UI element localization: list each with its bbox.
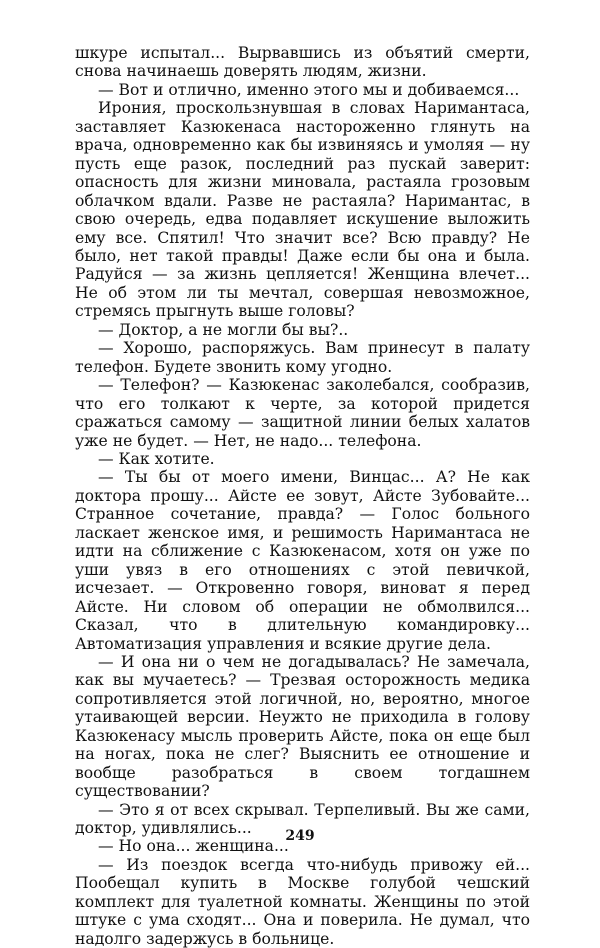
paragraph-dialogue: — Из поездок всегда что-нибудь привожу ей... Пообещал купить в Москве голубой чешский комплект для туалетной комнаты. Женщины по этой штуке с ума сходят... Она и поверила. Не думал, что надолго задержусь в больнице. [75,855,530,948]
paragraph-dialogue: — Это я от всех скрывал. Терпеливый. Вы же сами, доктор, удивлялись... [75,800,530,838]
page-number: 249 [285,828,315,844]
paragraph-dialogue: — Хорошо, распоряжусь. Вам принесут в палату телефон. Будете звонить кому угодно. [75,339,530,376]
paragraph-dialogue: — Вот и отлично, именно этого мы и добиваемся... [98,80,520,99]
paragraph-dialogue: — И она ни о чем не догадывалась? Не замечала, как вы мучаетесь? — Трезвая осторожность медика сопротивляется этой логичной, но, вероятно, многое утаивающей версии. Неужто не приходила в голову Казюкенасу мысль проверить Айсте, пока он еще был на ногах, пока не слег? Выяснить ее отношение и вообще разобраться в своем тогдашнем существовании? [75,652,530,801]
paragraph-continuation: шкуре испытал... Вырвавшись из объятий смерти, снова начинаешь доверять людям, жизни. [75,44,530,81]
paragraph-narration: Ирония, проскользнувшая в словах Наримантаса, заставляет Казюкенаса настороженно глянуть на врача, одновременно как бы извиняясь и умоляя — ну пусть еще разок, последний раз пускай заверит: опасность для жизни миновала, растаяла грозовым облачком вдали. Разве не растаяла? Наримантас, в свою очередь, едва подавляет искушение выложить ему все. Спятил! Что значит все? Всю правду? Не было, нет такой правды! Даже если бы она и была. Радуйся — за жизнь цепляется! Женщина влечет... Не об этом ли ты мечтал, совершая невозможное, стремясь прыгнуть выше головы? [75,99,530,321]
paragraph-dialogue: — Ты бы от моего имени, Винцас... А? Не как доктора прошу... Айсте ее зовут, Айсте Зубовайте... Странное сочетание, правда? — Голос больного ласкает женское имя, и решимость Наримантаса не идти на сближение с Казюкенасом, хотя он уже по уши увяз в его отношениях с этой певичкой, исчезает. — Откровенно говоря, виноват я перед Айсте. Ни словом об операции не обмолвился... Сказал, что в длительную командировку... Автоматизация управления и всякие другие дела. [75,468,530,653]
paragraph-dialogue: — Телефон? — Казюкенас заколебался, сообразив, что его толкают к черте, за которой придется сражаться самому — защитной линии белых халатов уже не будет. — Нет, не надо... телефона. [75,376,530,450]
book-page-text [75,44,530,948]
paragraph-dialogue: — Но она... женщина... [98,837,289,856]
paragraph-dialogue: — Доктор, а не могли бы вы?.. [98,320,349,339]
paragraph-dialogue: — Как хотите. [98,449,215,468]
